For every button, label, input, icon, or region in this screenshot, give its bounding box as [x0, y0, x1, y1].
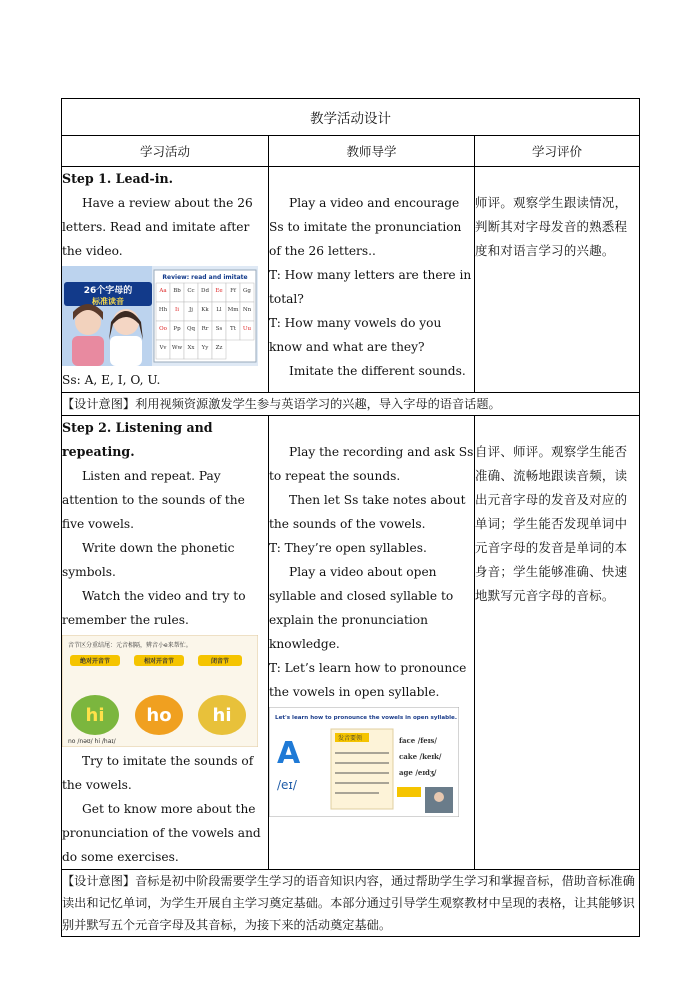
step2-activity-3: Watch the video and try to remember the rules. [62, 589, 246, 627]
letter-label: Cc [187, 288, 195, 294]
tag-absolute-open: 绝对开音节 [79, 658, 111, 665]
letter-label: Dd [201, 288, 209, 294]
letter-label: Jj [189, 307, 193, 313]
letter-label: Qq [186, 326, 196, 332]
header-teacher: 教师导学 [269, 136, 475, 167]
banner-text: 26个字母的 [83, 286, 133, 296]
step1-teacher-cell [269, 167, 475, 393]
step1-intent: 【设计意图】利用视频资源激发学生参与英语学习的兴趣，导入字母的语音话题。 [62, 393, 640, 416]
letter-a: A [277, 736, 301, 771]
letter-label: Nn [242, 307, 252, 313]
step1-assessment: 师评。观察学生跟读情况，判断其对字母发音的熟悉程度和对语言学习的兴趣。 [475, 195, 628, 258]
step1-heading: Step 1. Lead-in. [62, 171, 174, 186]
word-hi-2: hi [212, 705, 232, 726]
video-thumbnail-letters [62, 266, 258, 366]
letter-label: Tt [230, 326, 236, 332]
letter-label: Uu [242, 326, 252, 332]
letter-label: Hh [158, 307, 168, 313]
symbol-ei: /eɪ/ [277, 778, 297, 792]
letter-label: Gg [243, 288, 251, 294]
step2-activity-5: Get to know more about the pronunciation of the vowels and do some exercises. [62, 802, 261, 864]
step1-teacher-line-1: Play a video and encourage Ss to imitate the pronunciation of the 26 letters.. [269, 196, 462, 258]
lesson-table [61, 98, 640, 937]
step2-teacher-line-1: Play the recording and ask Ss to repeat the sounds. [269, 445, 474, 483]
open-syllable-title: Let's learn how to pronounce the vowels in open syllable. [275, 715, 457, 721]
step1-teacher-line-2: T: How many letters are there in total? [269, 268, 472, 306]
banner-text-2: 标准读音 [92, 297, 124, 306]
step1-assessment-cell [475, 167, 640, 393]
step2-activity-1: Listen and repeat. Pay attention to the sounds of the five vowels. [62, 469, 245, 531]
table-title: 教学活动设计 [62, 99, 640, 136]
step1-activity-text: Have a review about the 26 letters. Read and imitate after the video. [62, 196, 253, 258]
step2-teacher-line-3: T: They’re open syllables. [269, 541, 427, 555]
step2-teacher-line-2: Then let Ss take notes about the sounds of the vowels. [269, 493, 466, 531]
video-thumbnail-open-syllable [269, 707, 459, 817]
step2-activity-2: Write down the phonetic symbols. [62, 541, 235, 579]
letter-label: Bb [173, 288, 181, 294]
word-ho: ho [146, 705, 172, 726]
syllable-caption: 音节区分重结尾：元音相隔，辨音小e来帮忙。 [68, 642, 192, 649]
step1-teacher-line-3: T: How many vowels do you know and what are they? [269, 316, 442, 354]
step2-teacher-line-4: Play a video about open syllable and closed syllable to explain the pronunciation knowledge. [269, 565, 454, 651]
word-face: face /feɪs/ [399, 736, 437, 745]
header-assessment: 学习评价 [475, 136, 640, 167]
letter-label: Ii [175, 307, 179, 313]
letter-label: Oo [159, 326, 167, 332]
step2-activity-cell [62, 416, 269, 870]
header-activity: 学习活动 [62, 136, 269, 167]
step1-teacher-line-4: Imitate the different sounds. [289, 364, 466, 378]
step2-intent: 【设计意图】音标是初中阶段需要学生学习的语音知识内容，通过帮助学生学习和掌握音标，借助音标准确读出和记忆单词，为学生开展自主学习奠定基础。本部分通过引导学生观察教材中呈现的表格，让其能够识别并默写五个元音字母及其音标，为接下来的活动奠定基础。 [62, 870, 640, 937]
letter-label: Ww [171, 345, 183, 351]
syllable-bottom: no /nəʊ/ hi /haɪ/ [68, 738, 116, 745]
letter-label: Vv [159, 345, 167, 351]
step1-activity-cell [62, 167, 269, 393]
step2-assessment-cell [475, 416, 640, 870]
note-title: 发音要领 [338, 735, 363, 742]
word-hi-1: hi [85, 705, 105, 726]
step2-assessment: 自评、师评。观察学生能否准确、流畅地跟读音频，读出元音字母的发音及对应的单词；学生能否发现单词中元音字母的发音是单词的本身音；学生能够准确、快速地默写元音字母的音标。 [475, 444, 628, 603]
letter-label: Ss [215, 326, 223, 332]
letter-label: Zz [215, 345, 223, 351]
letter-label: Kk [201, 307, 209, 313]
letter-label: Aa [159, 288, 167, 294]
step2-teacher-line-5: T: Let’s learn how to pronounce the vowels in open syllable. [269, 661, 467, 699]
tag-closed: 闭音节 [210, 658, 230, 665]
letter-label: Yy [201, 345, 209, 351]
letter-label: Xx [187, 345, 195, 351]
word-age: age /eɪdʒ/ [399, 768, 437, 777]
letter-label: Mm [227, 307, 239, 313]
step2-heading: Step 2. Listening and repeating. [62, 420, 213, 459]
tag-relative-open: 相对开音节 [143, 658, 175, 665]
letter-label: Ff [230, 288, 236, 294]
letter-label: Pp [173, 326, 181, 332]
step2-activity-4: Try to imitate the sounds of the vowels. [62, 754, 254, 792]
step1-answer: Ss: A, E, I, O, U. [62, 373, 161, 387]
video-thumbnail-syllables [62, 635, 258, 747]
letter-label: Ee [215, 288, 223, 294]
step2-teacher-cell [269, 416, 475, 870]
letter-label: Ll [216, 307, 222, 313]
letter-label: Rr [201, 326, 209, 332]
board-title: Review: read and imitate [162, 274, 248, 281]
word-cake: cake /keɪk/ [399, 752, 442, 761]
